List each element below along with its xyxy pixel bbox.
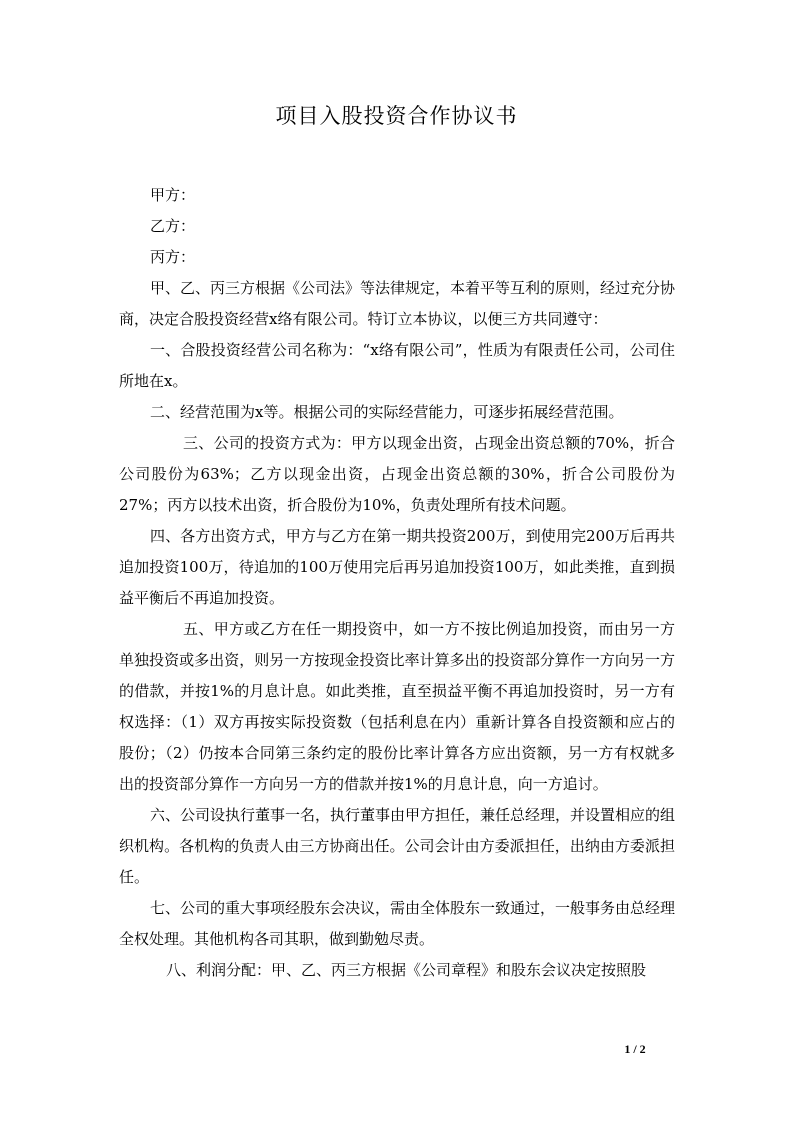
clause-5-paragraph: 五、甲方或乙方在任一期投资中，如一方不按比例追加投资，而由另一方单独投资或多出资，则另一方按现金投资比率计算多出的投资部分算作一方向另一方的借款，并按1%的月息计息。如此类推，直至损益平衡不再追加投资时，另一方有权选择：（1）双方再按实际投资数（包括利息在内）重新计算各自投资额和应占的股份；（2）仍按本合同第三条约定的股份比率计算各方应出资额，另一方有权就多出的投资部分算作一方向另一方的借款并按1%的月息计息，向一方追讨。	[119, 620, 675, 793]
clause-6-paragraph: 六、公司设执行董事一名，执行董事由甲方担任，兼任总经理，并设置相应的组织机构。各机构的负责人由三方协商出任。公司会计由方委派担任，出纳由方委派担任。	[119, 806, 676, 886]
clause-4-paragraph: 四、各方出资方式，甲方与乙方在第一期共投资200万，到使用完200万后再共追加投资100万，待追加的100万使用完后再另追加投资100万，如此类推，直到损益平衡后不再追加投资。	[119, 527, 675, 607]
document-title: 项目入股投资合作协议书	[275, 104, 518, 128]
clause-2-paragraph: 二、经营范围为x等。根据公司的实际经营能力，可逐步拓展经营范围。	[150, 403, 624, 421]
intro-paragraph: 甲、乙、丙三方根据《公司法》等法律规定，本着平等互利的原则，经过充分协商，决定合股投资经营x络有限公司。特订立本协议，以便三方共同遵守：	[119, 279, 676, 328]
document-body	[119, 180, 675, 986]
clause-1-paragraph: 一、合股投资经营公司名称为：“x络有限公司”，性质为有限责任公司，公司住所地在x。	[119, 341, 675, 390]
page-number: 1 / 2	[624, 1042, 646, 1056]
party-a-line: 甲方：	[150, 186, 196, 204]
party-b-line: 乙方：	[150, 217, 196, 235]
clause-7-paragraph: 七、公司的重大事项经股东会决议，需由全体股东一致通过，一般事务由总经理全权处理。其他机构各司其职，做到勤勉尽责。	[119, 899, 676, 948]
clause-3-paragraph: 三、公司的投资方式为：甲方以现金出资，占现金出资总额的70%，折合公司股份为63%；乙方以现金出资，占现金出资总额的30%，折合公司股份为27%；丙方以技术出资，折合股份为10%，负责处理所有技术问题。	[119, 434, 675, 514]
party-c-line: 丙方：	[150, 248, 196, 266]
clause-8-paragraph: 八、利润分配：甲、乙、丙三方根据《公司章程》和股东会议决定按照股	[166, 961, 647, 979]
